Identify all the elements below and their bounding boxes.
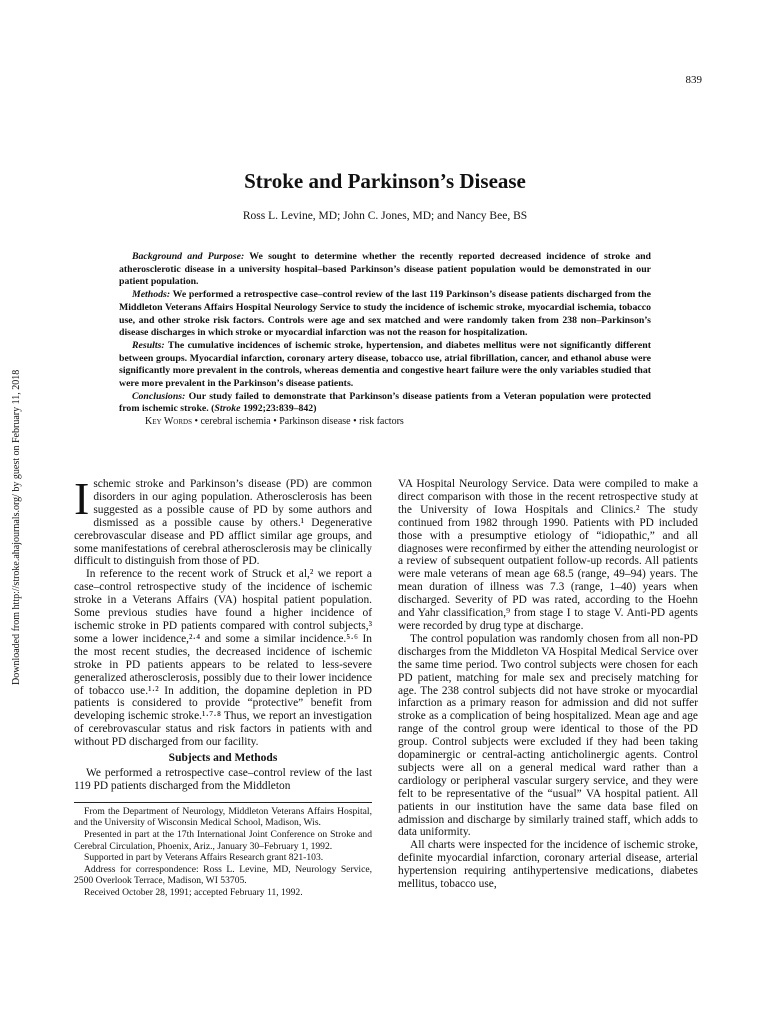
- methods-paragraph-4: All charts were inspected for the incidence of ischemic stroke, definite myocardial infarction, coronary arterial disease, arterial hypertension requiring antihypertensive medications, diabetes mellitus, tobacco use,: [398, 839, 698, 891]
- intro-paragraph-1-text: schemic stroke and Parkinson’s disease (PD) are common disorders in our aging population. Atherosclerosis has been suggested as a possible cause of PD by some authors and dismissed as a possible cause by others.¹ Degenerative cerebrovascular disease and PD afflict similar age groups, and some manifestations of cerebral atherosclerosis may be clinically difficult to distinguish from those of PD.: [74, 478, 372, 568]
- abstract-conclusions: [119, 391, 651, 416]
- keywords-label: Key Words: [145, 416, 192, 428]
- footnote-received: Received October 28, 1991; accepted February 11, 1992.: [84, 886, 303, 898]
- conclusions-label: Conclusions:: [132, 390, 186, 402]
- page-number: 839: [685, 74, 702, 86]
- methods-paragraph-1: We performed a retrospective case–control review of the last 119 PD patients discharged from the Middleton: [74, 766, 372, 792]
- footnote-affiliation: From the Department of Neurology, Middleton Veterans Affairs Hospital, and the University of Wisconsin Medical School, Madison, Wis.: [74, 805, 372, 829]
- methods-paragraph-3: The control population was randomly chosen from all non-PD discharges from the Middleton VA Hospital Medical Service over the same time period. Two control subjects were chosen for each PD patient, matching for male sex and precisely matching for age. The 238 control subjects did not have stroke or myocardial infarction as a primary reason for admission and did not suffer stroke as a complication of being hospitalized. Mean age and age range of the control group were identical to those of the PD group. Control subjects were excluded if they had been taking dopaminergic or central-acting anticholinergic agents. Control subjects were all on a general medical ward rather than a cardiology or peripheral vascular surgery service, and they were felt to be representative of the “usual” VA hospital patient. All patients in our institution have the same data base filed on admission and discharge by similarly trained staff, which adds to data uniformity.: [398, 632, 698, 839]
- left-column: [74, 473, 372, 899]
- methods-paragraph-2: VA Hospital Neurology Service. Data were compiled to make a direct comparison with those in the recent retrospective study at the University of Iowa Hospitals and Clinics.² The study continued from 1982 through 1990. Patients with PD included those with a presumptive etiology of “idiopathic,” and all diagnoses were reconfirmed by either the attending neurologist or a review of subsequent outpatient follow-up records. All patients were male veterans of mean age 68.5 (range, 49–94) years. The mean duration of illness was 7.3 (range, 1–40) years when discharged. Severity of PD was rated, according to the Hoehn and Yahr classification,⁹ from stage I to stage V. Anti-PD agents were recorded by drug type at discharge.: [398, 478, 698, 632]
- results-text: The cumulative incidences of ischemic stroke, hypertension, and diabetes mellitus were not significantly different between groups. Myocardial infarction, coronary artery disease, tobacco use, atrial fibrillation, cancer, and ethanol abuse were significantly more prevalent in the controls, whereas dementia and congestive heart failure were the only variables studied that were more prevalent in the Parkinson’s disease patients.: [119, 339, 651, 390]
- abstract: [119, 251, 651, 429]
- footnote-support: Supported in part by Veterans Affairs Research grant 821-103.: [84, 852, 324, 864]
- footnotes: [74, 802, 372, 899]
- conclusions-text: Our study failed to demonstrate that Parkinson’s disease patients from a Veteran population were protected from ischemic stroke. (: [119, 390, 651, 415]
- article-title: Stroke and Parkinson’s Disease: [244, 169, 526, 193]
- methods-label: Methods:: [132, 289, 171, 301]
- background-label: Background and Purpose:: [132, 251, 245, 262]
- abstract-background: [119, 251, 651, 289]
- methods-text: We performed a retrospective case–control review of the last 119 Parkinson’s disease patients discharged from the Middleton Veterans Affairs Hospital Neurology Service to study the incidence of ischemic stroke, myocardial ischemia, tobacco use, and other stroke risk factors. Controls were age and sex matched and were randomly taken from 238 non–Parkinson’s disease discharges in which stroke or myocardial infarction was not the reason for hospitalization.: [119, 289, 651, 339]
- citation-journal: Stroke: [214, 403, 241, 415]
- intro-paragraph-1: [74, 473, 372, 568]
- citation-rest: 1992;23:839–842): [240, 403, 317, 415]
- background-text: We sought to determine whether the recently reported decreased incidence of stroke and atherosclerotic disease in a university hospital–based Parkinson’s disease patient population would be demonstrated in our patient population.: [119, 251, 651, 288]
- abstract-methods: [119, 289, 651, 340]
- section-heading: Subjects and Methods: [168, 752, 278, 765]
- intro-paragraph-2: In reference to the recent work of Struck et al,² we report a case–control retrospective study of the incidence of ischemic stroke in a Veterans Affairs (VA) hospital patient population. Some previous studies have found a higher incidence of ischemic stroke in PD patients compared with control subjects,³ some a lower incidence,²·⁴ and some a similar incidence.⁵·⁶ In the most recent studies, the decreased incidence of ischemic stroke in PD patients appears to be related to less-severe generalized atherosclerosis, possibly due to their lower incidence of tobacco use.¹·² In addition, the dopamine depletion in PD patients is considered to provide “protective” benefit from developing ischemic stroke.¹·⁷·⁸ Thus, we report an investigation of cerebrovascular status and risk factors in patients with and without PD discharged from our facility.: [74, 568, 372, 749]
- footnote-presented: Presented in part at the 17th International Joint Conference on Stroke and Cerebral Circulation, Phoenix, Ariz., January 30–February 1, 1992.: [74, 828, 372, 852]
- abstract-results: [119, 340, 651, 391]
- download-watermark: Downloaded from http://stroke.ahajournals.org/ by guest on February 11, 2018: [11, 369, 22, 685]
- keywords: [119, 416, 651, 429]
- author-line: Ross L. Levine, MD; John C. Jones, MD; and Nancy Bee, BS: [242, 210, 528, 222]
- drop-cap: I: [74, 473, 90, 524]
- footnote-correspondence: Address for correspondence: Ross L. Levine, MD, Neurology Service, 2500 Overlook Terrace, Madison, WI 53705.: [74, 863, 372, 887]
- keywords-text: • cerebral ischemia • Parkinson disease • risk factors: [191, 416, 404, 428]
- results-label: Results:: [132, 339, 165, 351]
- right-column: [398, 478, 698, 891]
